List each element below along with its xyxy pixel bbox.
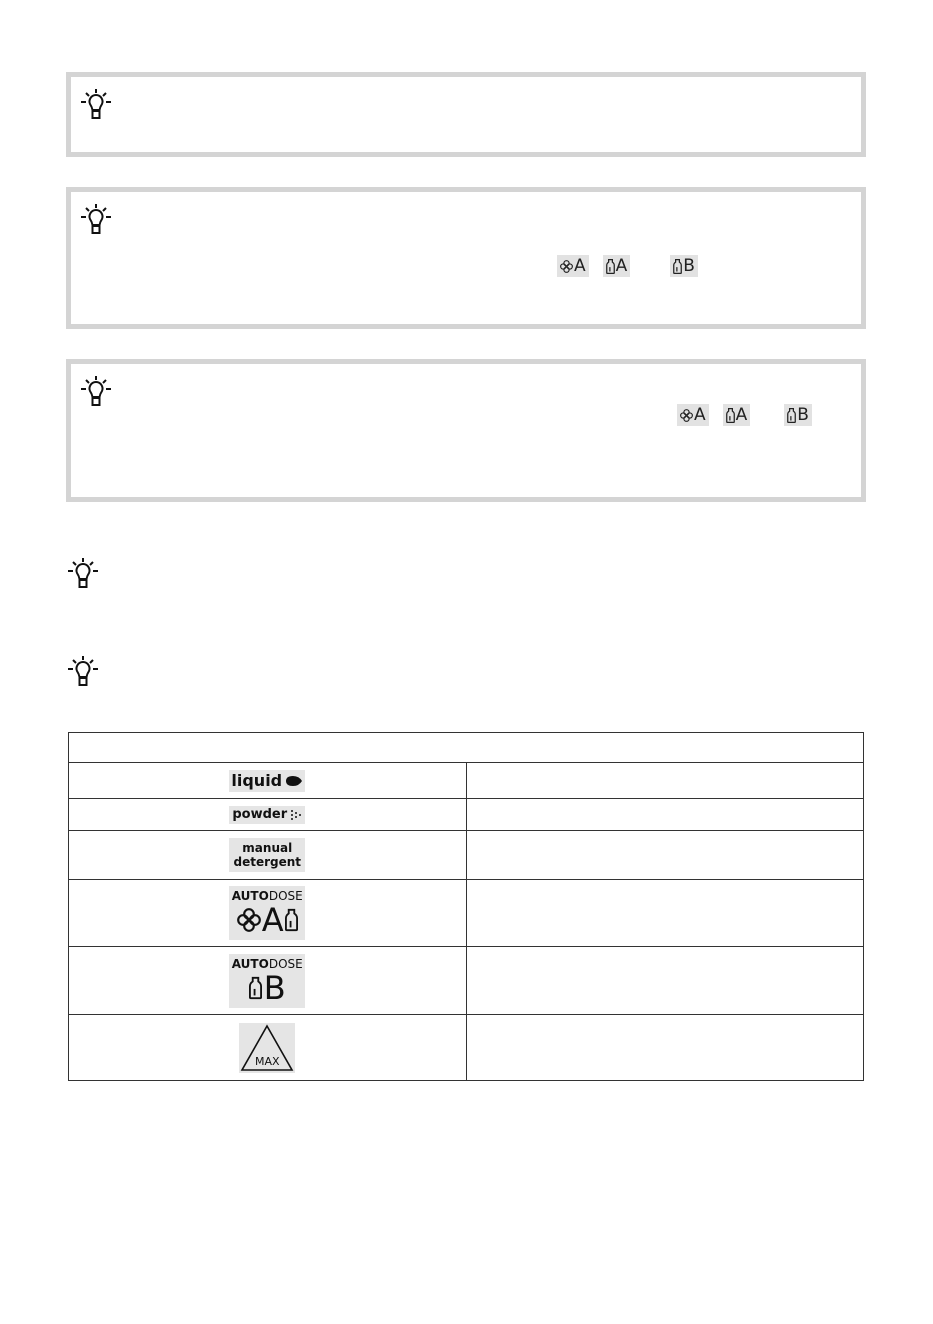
- legend-row-powder: [69, 799, 864, 831]
- liquid-symbol: liquid: [229, 770, 305, 792]
- max-fill-symbol: MAX: [239, 1023, 295, 1073]
- autodose-softener-a-icon: A: [557, 255, 589, 277]
- legend-description-cell: [466, 947, 864, 1015]
- inline-icon-group-2: [677, 404, 826, 426]
- lightbulb-icon: [67, 655, 99, 689]
- legend-header-row: [69, 733, 864, 763]
- tip-box-3: [66, 359, 866, 502]
- powder-dots-icon: [290, 809, 302, 821]
- autodose-detergent-a-icon: A: [723, 404, 751, 426]
- legend-description-cell: [466, 799, 864, 831]
- legend-symbol-cell: [69, 799, 467, 831]
- tip-box-1: [66, 72, 866, 157]
- bottle-icon: [285, 908, 298, 932]
- flower-icon: [237, 908, 261, 932]
- legend-description-cell: [466, 880, 864, 947]
- legend-description-cell: [466, 763, 864, 799]
- lightbulb-icon: [67, 557, 99, 591]
- legend-description-cell: [466, 831, 864, 880]
- autodose-b-symbol: AUTODOSE B: [229, 954, 305, 1008]
- powder-symbol: powder: [229, 806, 305, 824]
- legend-row-max: [69, 1015, 864, 1081]
- manual-detergent-symbol: manual detergent: [229, 838, 305, 872]
- legend-description-cell: [466, 1015, 864, 1081]
- legend-symbol-cell: [69, 763, 467, 799]
- lightbulb-icon: [80, 375, 112, 409]
- autodose-detergent-b-icon: B: [784, 404, 812, 426]
- legend-symbol-cell: [69, 880, 467, 947]
- bottle-icon: [249, 976, 262, 1000]
- legend-row-autodose-b: [69, 947, 864, 1015]
- legend-symbol-cell: [69, 831, 467, 880]
- bottle-icon: [726, 408, 735, 423]
- lightbulb-icon: [80, 203, 112, 237]
- lightbulb-icon: [80, 88, 112, 122]
- legend-symbol-cell: [69, 947, 467, 1015]
- legend-row-liquid: [69, 763, 864, 799]
- bottle-icon: [606, 259, 615, 274]
- autodose-softener-a-icon: A: [677, 404, 709, 426]
- legend-row-autodose-a: [69, 880, 864, 947]
- legend-symbol-cell: [69, 1015, 467, 1081]
- autodose-a-symbol: AUTODOSE A: [229, 886, 305, 940]
- liquid-drop-icon: [285, 775, 303, 787]
- tip-box-2: [66, 187, 866, 329]
- legend-header: [69, 733, 864, 763]
- symbol-legend-table: [68, 732, 864, 1081]
- flower-icon: [680, 409, 693, 422]
- legend-row-manual-detergent: [69, 831, 864, 880]
- flower-icon: [560, 260, 573, 273]
- autodose-detergent-a-icon: A: [603, 255, 631, 277]
- autodose-detergent-b-icon: B: [670, 255, 698, 277]
- inline-icon-group-1: [557, 255, 712, 277]
- bottle-icon: [673, 259, 682, 274]
- bottle-icon: [787, 408, 796, 423]
